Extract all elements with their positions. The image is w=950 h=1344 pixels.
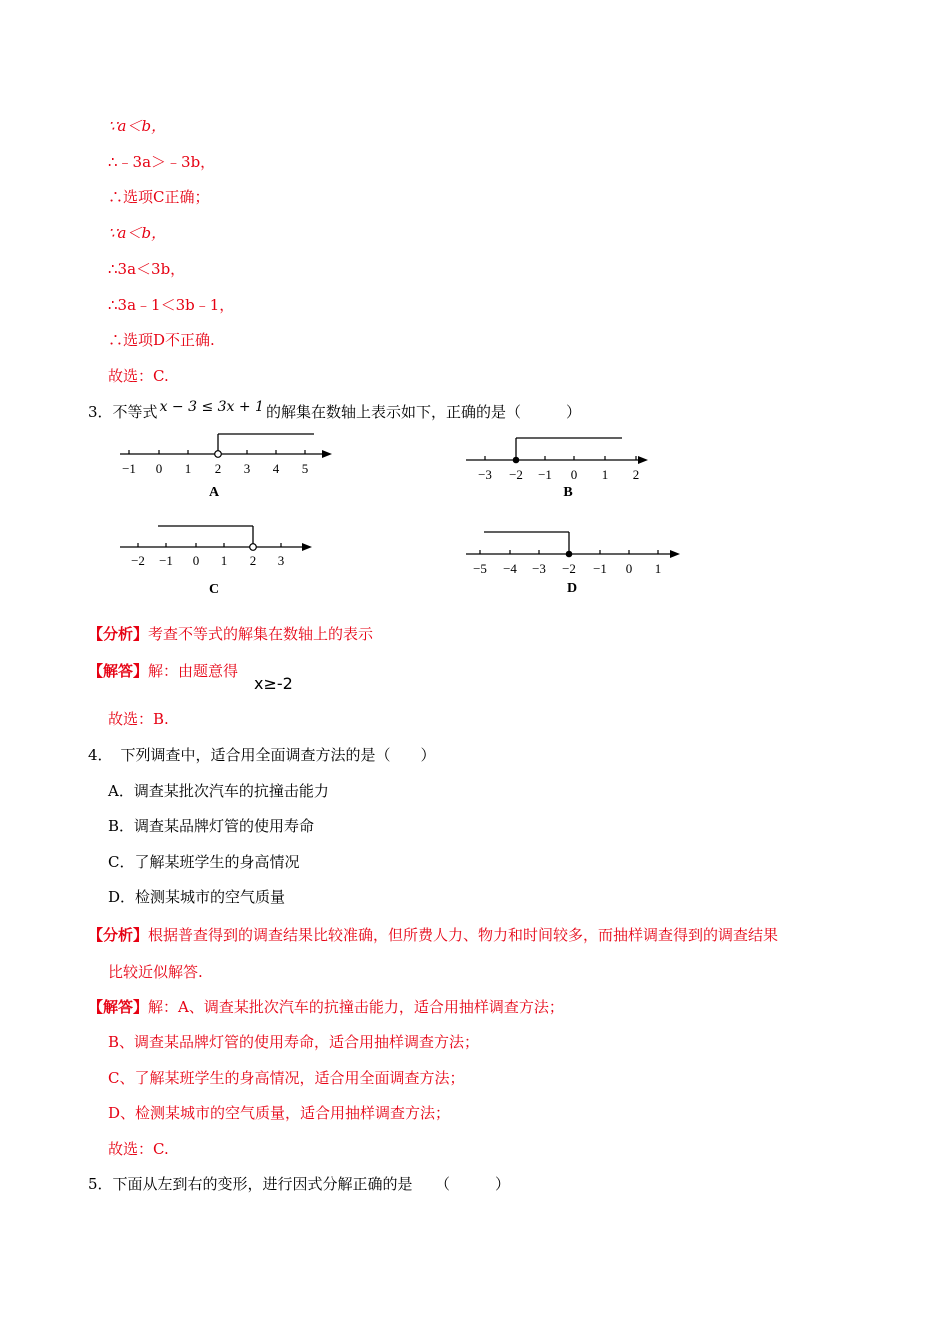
solution-choice: 故选：C. xyxy=(108,367,169,385)
solution-line-2: ∴﹣3a＞﹣3b， xyxy=(108,153,216,171)
inequality-expression: x − 3 ≤ 3x + 1 xyxy=(159,399,264,415)
tick-label: −4 xyxy=(503,561,517,576)
analysis-tag: 【分析】 xyxy=(88,625,149,643)
solution-line-4: ∵a＜b， xyxy=(108,224,167,242)
q3-analysis xyxy=(88,624,373,644)
tick-label: 0 xyxy=(570,467,578,482)
answer-text: 解：由题意得 xyxy=(148,662,239,680)
tick-label: −1 xyxy=(593,561,607,576)
tick-label: 5 xyxy=(301,461,309,476)
tick-label: −3 xyxy=(478,467,492,482)
question-4 xyxy=(88,745,436,765)
tick-label: −1 xyxy=(159,553,173,568)
question-number: 5． xyxy=(88,1175,113,1193)
tick-label: −5 xyxy=(473,561,487,576)
number-line-option-a xyxy=(112,426,342,502)
tick-label: 3 xyxy=(277,553,285,568)
question-5 xyxy=(88,1174,510,1194)
q4-answer-d: D、检测某城市的空气质量，适合用抽样调查方法； xyxy=(108,1104,451,1122)
number-line-option-d xyxy=(460,526,690,598)
solution-line-5: ∴3a＜3b， xyxy=(108,260,186,278)
tick-label: 1 xyxy=(654,561,662,576)
tick-label: −1 xyxy=(122,461,136,476)
closed-endpoint xyxy=(566,551,573,558)
q4-answer-b: B、调查某品牌灯管的使用寿命，适合用抽样调查方法； xyxy=(108,1033,480,1051)
q4-option-d: D．检测某城市的空气质量 xyxy=(108,888,286,906)
tick-label: 0 xyxy=(192,553,200,568)
tick-label: −2 xyxy=(562,561,576,576)
number-line-option-c xyxy=(114,518,344,598)
number-line-option-b xyxy=(460,432,690,508)
tick-label: 1 xyxy=(601,467,609,482)
solution-line-7: ∴选项D不正确. xyxy=(108,331,215,349)
tick-label: −2 xyxy=(131,553,145,568)
q4-analysis xyxy=(88,925,778,945)
open-endpoint xyxy=(250,544,257,551)
solution-line-3: ∴选项C正确； xyxy=(108,188,210,206)
tick-label: −2 xyxy=(509,467,523,482)
tick-label: 2 xyxy=(249,553,257,568)
open-endpoint xyxy=(215,451,222,458)
question-text: 不等式 xyxy=(112,403,158,421)
analysis-tag: 【分析】 xyxy=(88,926,149,944)
closed-endpoint xyxy=(513,457,520,464)
question-text: 下列调查中，适合用全面调查方法的是（ ） xyxy=(120,746,436,764)
q4-option-a: A．调查某批次汽车的抗撞击能力 xyxy=(108,782,329,800)
question-text: 的解集在数轴上表示如下，正确的是（ ） xyxy=(265,403,581,421)
q4-choice: 故选：C. xyxy=(108,1140,169,1158)
option-label-b: B xyxy=(563,485,573,500)
q4-answer xyxy=(88,997,564,1017)
answer-tag: 【解答】 xyxy=(88,662,149,680)
option-label-a: A xyxy=(208,485,220,500)
question-number: 3． xyxy=(88,403,113,421)
q4-option-c: C．了解某班学生的身高情况 xyxy=(108,853,300,871)
tick-label: 0 xyxy=(625,561,633,576)
q4-answer-c: C、了解某班学生的身高情况，适合用全面调查方法； xyxy=(108,1069,465,1087)
answer-tag: 【解答】 xyxy=(88,998,149,1016)
question-text: 下面从左到右的变形，进行因式分解正确的是 （ ） xyxy=(112,1175,511,1193)
tick-label: 2 xyxy=(214,461,222,476)
answer-expression: x≥-2 xyxy=(254,674,293,693)
q4-option-b: B．调查某品牌灯管的使用寿命 xyxy=(108,817,315,835)
analysis-text: 根据普查得到的调查结果比较准确，但所费人力、物力和时间较多，而抽样调查得到的调查结果 xyxy=(148,926,779,944)
tick-label: 4 xyxy=(272,461,280,476)
q3-answer xyxy=(88,661,238,681)
tick-label: 0 xyxy=(155,461,163,476)
tick-label: −1 xyxy=(538,467,552,482)
option-label-d: D xyxy=(566,581,578,596)
tick-label: 1 xyxy=(184,461,192,476)
option-label-c: C xyxy=(208,582,220,597)
question-number: 4． xyxy=(88,746,113,764)
q3-choice: 故选：B. xyxy=(108,710,169,728)
tick-label: 1 xyxy=(220,553,228,568)
tick-label: −3 xyxy=(532,561,546,576)
tick-label: 2 xyxy=(632,467,640,482)
q4-analysis-cont: 比较近似解答. xyxy=(108,963,203,981)
tick-label: 3 xyxy=(243,461,251,476)
solution-line-6: ∴3a﹣1＜3b﹣1， xyxy=(108,296,235,314)
question-3 xyxy=(88,399,581,423)
answer-text: 解：A、调查某批次汽车的抗撞击能力，适合用抽样调查方法； xyxy=(148,998,564,1016)
analysis-text: 考查不等式的解集在数轴上的表示 xyxy=(148,625,374,643)
solution-line-1: ∵a＜b， xyxy=(108,117,167,135)
